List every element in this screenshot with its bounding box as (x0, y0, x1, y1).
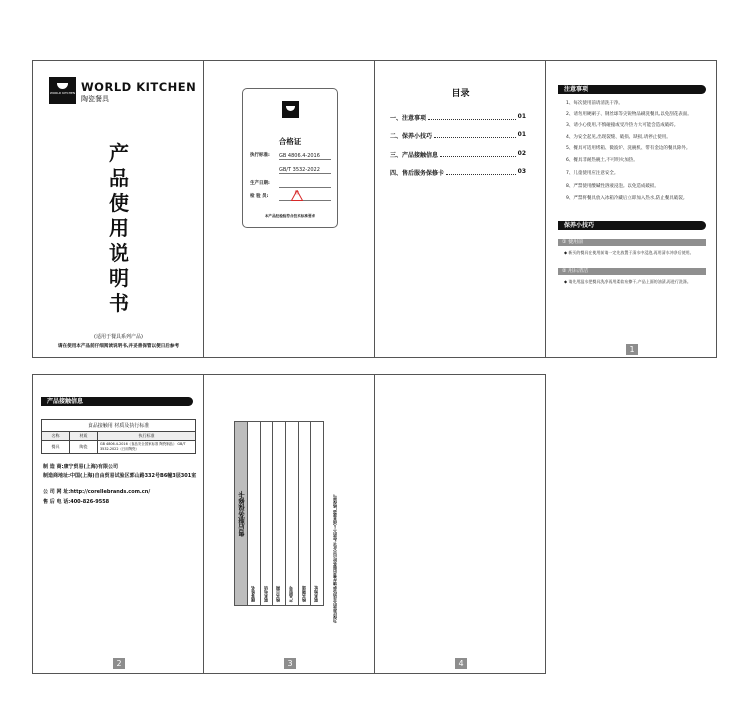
title-char: 明 (109, 266, 129, 290)
service-hotline: 售 后 电 话:400-826-9558 (43, 499, 110, 505)
care-subheading: ① 使用前 (558, 239, 706, 246)
table-header-cell: 材质 (70, 432, 98, 440)
table-cell: 餐具 (42, 441, 70, 453)
note-item: 1、每次使用前请清洗干净。 (566, 101, 623, 106)
table-row (42, 441, 195, 453)
table-header-cell: 名称 (42, 432, 70, 440)
toc-item-page: 03 (517, 168, 526, 175)
page-number: 1 (626, 344, 638, 355)
manual-title (107, 141, 131, 316)
production-date-line (279, 187, 331, 188)
table-cell: 陶瓷 (70, 441, 98, 453)
warranty-notice: 为保证您的合法权益,请在售后服务时出示此卡,您的个人信息将严格保密。 (332, 491, 337, 623)
brand-name: WORLD KITCHEN (81, 80, 197, 94)
table-title: 食品接触用 材质及执行标准 (42, 420, 195, 432)
note-item: 2、请勿用硬刷子、钢丝球等尖锐物品刷洗餐具,以免刮花表面。 (566, 112, 692, 117)
table-header-cell: 执行标准 (138, 433, 155, 438)
brand-logo (49, 77, 76, 104)
title-char: 品 (109, 166, 129, 190)
care-heading: 保养小技巧 (558, 221, 706, 230)
warranty-page (203, 374, 375, 674)
toc-leader (428, 113, 516, 120)
note-item: 5、餐具可适用烤箱、微波炉、洗碗机、带有金边的餐具除外。 (566, 146, 691, 151)
toc-item-page: 01 (517, 113, 526, 120)
warranty-row-label: 联系地址 (313, 586, 319, 602)
toc-title: 目录 (451, 89, 470, 99)
warranty-row[interactable] (273, 422, 286, 605)
toc-item-page: 01 (517, 131, 526, 138)
notes-heading: 注意事项 (558, 85, 706, 94)
brand-name-cn: 陶瓷餐具 (81, 95, 109, 103)
care-subheading: ② 用后清洁 (558, 268, 706, 275)
toc-item-label: 四、售后服务保修卡 (390, 170, 445, 177)
certificate-page (203, 60, 375, 358)
logo-bowl-icon (57, 83, 68, 89)
page-number: 4 (455, 658, 467, 669)
note-item: 7、儿童使用应注意安全。 (566, 171, 619, 176)
warranty-row-label: 购买日期 (275, 586, 281, 602)
table-header (42, 432, 195, 441)
title-char: 使 (109, 191, 129, 215)
company-website[interactable]: 公 司 网 址:http://corellebrands.com.cn/ (43, 489, 151, 495)
warranty-row-label: 产品型号 (288, 586, 294, 602)
toc-item[interactable] (390, 113, 526, 122)
title-char: 书 (109, 291, 129, 315)
cover-note: 请在使用本产品前仔细阅读说明书,并妥善保管以便日后参考 (57, 344, 180, 349)
warranty-title-band (235, 422, 248, 605)
warranty-row[interactable] (261, 422, 274, 605)
title-char: 说 (109, 241, 129, 265)
logo-text: WORLD KITCHEN (49, 91, 76, 95)
warranty-card (234, 421, 324, 606)
standard-label: 执行标准: (250, 153, 270, 158)
production-date-label: 生产日期: (250, 181, 270, 186)
stamp-text: 检 (294, 190, 299, 196)
toc-item[interactable] (390, 131, 526, 140)
material-table (41, 419, 196, 454)
toc-leader (446, 168, 516, 175)
toc-item[interactable] (390, 168, 526, 177)
toc-page (374, 60, 546, 358)
warranty-row[interactable] (311, 422, 323, 605)
applicable-range: (适用于餐具系列产品) (94, 334, 143, 340)
inspector-label: 检 验 员: (250, 194, 269, 199)
manufacturer-address: 制造商地址:中国(上海)自由贸易试验区郭山路332号B6幢3层301室 (43, 473, 197, 479)
note-item: 3、请小心使用,不慎碰撞或受冷热力大可能会造成破碎。 (566, 123, 679, 128)
manufacturer: 制 造 商:康宁贸易(上海)有限公司 (43, 464, 119, 470)
warranty-row[interactable] (299, 422, 312, 605)
logo-bowl-icon (286, 106, 295, 111)
inspector-line (279, 200, 331, 201)
toc-item[interactable] (390, 150, 526, 159)
title-char: 产 (109, 141, 129, 165)
warranty-row-label: 购买渠道 (300, 586, 306, 602)
care-text: ◆ 新买的餐具在使用前请一定先放置于清水中浸泡,再用清水冲净后使用。 (564, 250, 694, 255)
toc-item-label: 三、产品接触信息 (390, 152, 439, 159)
warranty-row-label: 联系电话 (262, 586, 268, 602)
toc-leader (440, 150, 516, 157)
certificate-card (242, 88, 338, 228)
note-item: 8、严禁使用酸碱性溶液浸泡。以免造成破损。 (566, 184, 659, 189)
certificate-title: 合格证 (278, 137, 302, 146)
care-text: ◆ 请先用温水把餐具洗净再用柔软布擦干,产品上面的油渍,再进行洗涤。 (564, 279, 691, 284)
note-item: 6、餐具非耐热碗土,不可明火加热。 (566, 158, 638, 163)
title-char: 用 (109, 216, 129, 240)
certificate-footer: 本产品经检验符合技术标准要求 (264, 214, 316, 218)
standard-value-2: GB/T 3532-2022 (279, 167, 331, 174)
blank-page (374, 374, 546, 674)
inspection-stamp (291, 186, 303, 197)
warranty-row-label: 顾客姓名 (250, 586, 255, 602)
toc-item-page: 02 (517, 150, 526, 157)
notes-page (545, 60, 717, 358)
contact-page (32, 374, 204, 674)
warranty-title: 售后服务保修卡 (237, 490, 246, 537)
warranty-row[interactable] (248, 422, 261, 605)
note-item: 4、为安全起见,出现裂缝、破损、缺损,请停止使用。 (566, 135, 671, 140)
toc-leader (434, 131, 516, 138)
standard-value-1: GB 4806.4-2016 (279, 153, 331, 160)
warranty-row[interactable] (286, 422, 299, 605)
toc-item-label: 一、注意事项 (390, 115, 427, 122)
contact-heading: 产品接触信息 (41, 397, 193, 406)
page-number: 3 (284, 658, 296, 669)
page-number: 2 (113, 658, 125, 669)
cover-page (32, 60, 204, 358)
table-cell: GB 4806.4-2016《食品安全国家标准 陶瓷制品》 GB/T 3532-2022《日用陶瓷》 (100, 442, 186, 451)
note-item: 9、严禁将餐具放入冰箱冷藏后立即加入热水,防止餐具破裂。 (566, 196, 688, 201)
certificate-logo (282, 101, 299, 118)
toc-item-label: 二、保养小技巧 (390, 133, 433, 140)
